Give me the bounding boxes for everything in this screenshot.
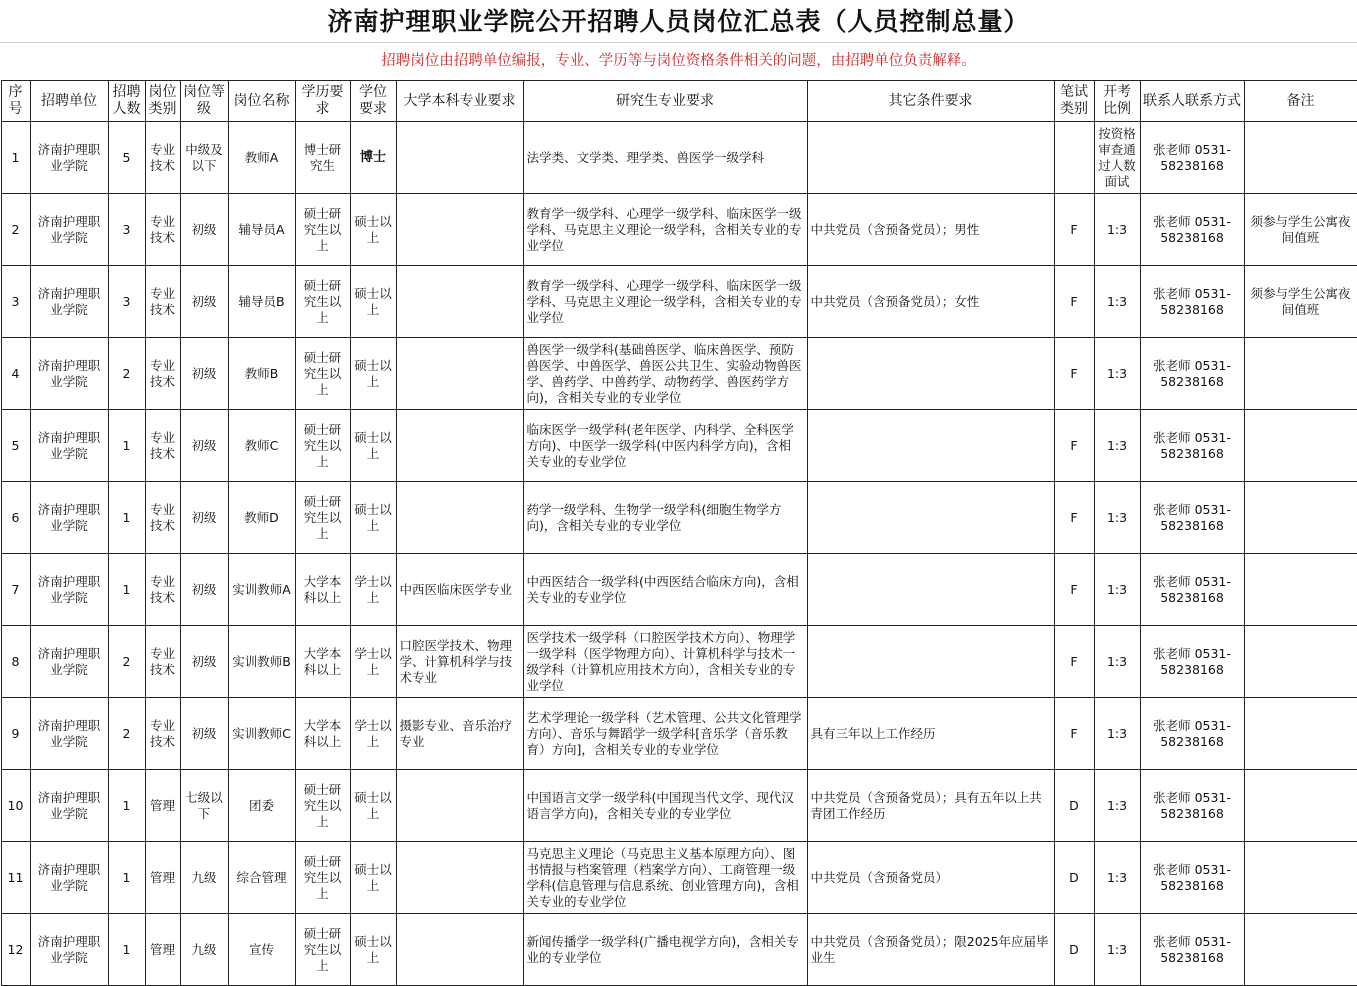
- cell-degree: 硕士以上: [350, 842, 396, 914]
- cell-grad: 艺术学理论一级学科（艺术管理、公共文化管理学方向）、音乐与舞蹈学一级学科[音乐学（音乐教育）方向]，含相关专业的专业学位: [523, 698, 807, 770]
- cell-degree: 学士以上: [350, 698, 396, 770]
- cell-remark: [1244, 410, 1357, 482]
- cell-other: [807, 626, 1054, 698]
- cell-undergrad: 口腔医学技术、物理学、计算机科学与技术专业: [396, 626, 523, 698]
- cell-count: 1: [108, 842, 145, 914]
- cell-degree: 硕士以上: [350, 914, 396, 986]
- cell-other: 中共党员（含预备党员）；女性: [807, 266, 1054, 338]
- cell-ratio: 1:3: [1094, 266, 1140, 338]
- cell-name: 辅导员A: [228, 194, 295, 266]
- cell-count: 3: [108, 194, 145, 266]
- table-header-row: [1, 81, 1357, 122]
- cell-ratio: 1:3: [1094, 698, 1140, 770]
- cell-seq: 1: [1, 122, 30, 194]
- cell-edu: 硕士研究生以上: [295, 338, 350, 410]
- col-header-undergrad: 大学本科专业要求: [396, 81, 523, 122]
- cell-edu: 大学本科以上: [295, 698, 350, 770]
- cell-level: 初级: [180, 698, 228, 770]
- cell-exam: F: [1054, 482, 1094, 554]
- cell-category: 专业技术: [145, 626, 180, 698]
- cell-other: [807, 410, 1054, 482]
- cell-ratio: 1:3: [1094, 410, 1140, 482]
- cell-other: [807, 122, 1054, 194]
- cell-edu: 大学本科以上: [295, 554, 350, 626]
- cell-level: 九级: [180, 914, 228, 986]
- cell-edu: 硕士研究生以上: [295, 482, 350, 554]
- cell-unit: 济南护理职业学院: [30, 338, 108, 410]
- cell-category: 管理: [145, 842, 180, 914]
- cell-undergrad: [396, 482, 523, 554]
- page-title: 济南护理职业学院公开招聘人员岗位汇总表（人员控制总量）: [0, 0, 1357, 42]
- cell-exam: D: [1054, 770, 1094, 842]
- table-row: [1, 626, 1357, 698]
- cell-other: 中共党员（含预备党员）；男性: [807, 194, 1054, 266]
- cell-remark: [1244, 698, 1357, 770]
- cell-undergrad: [396, 122, 523, 194]
- table-row: [1, 482, 1357, 554]
- cell-ratio: 1:3: [1094, 626, 1140, 698]
- cell-seq: 9: [1, 698, 30, 770]
- cell-category: 专业技术: [145, 482, 180, 554]
- cell-name: 教师B: [228, 338, 295, 410]
- cell-other: [807, 338, 1054, 410]
- cell-contact: 张老师 0531-58238168: [1140, 698, 1244, 770]
- cell-other: 中共党员（含预备党员）；限2025年应届毕业生: [807, 914, 1054, 986]
- cell-name: 实训教师B: [228, 626, 295, 698]
- cell-ratio: 1:3: [1094, 338, 1140, 410]
- cell-level: 初级: [180, 338, 228, 410]
- col-header-count: 招聘人数: [108, 81, 145, 122]
- cell-edu: 硕士研究生以上: [295, 266, 350, 338]
- cell-name: 教师A: [228, 122, 295, 194]
- table-body: [1, 122, 1357, 986]
- cell-undergrad: [396, 914, 523, 986]
- cell-level: 初级: [180, 554, 228, 626]
- cell-unit: 济南护理职业学院: [30, 266, 108, 338]
- cell-exam: D: [1054, 842, 1094, 914]
- cell-remark: [1244, 482, 1357, 554]
- cell-level: 初级: [180, 266, 228, 338]
- positions-table: [1, 80, 1357, 986]
- cell-unit: 济南护理职业学院: [30, 770, 108, 842]
- cell-edu: 硕士研究生以上: [295, 410, 350, 482]
- table-row: [1, 698, 1357, 770]
- cell-level: 七级以下: [180, 770, 228, 842]
- cell-edu: 硕士研究生以上: [295, 770, 350, 842]
- cell-count: 5: [108, 122, 145, 194]
- cell-remark: 须参与学生公寓夜间值班: [1244, 194, 1357, 266]
- cell-undergrad: [396, 770, 523, 842]
- cell-unit: 济南护理职业学院: [30, 698, 108, 770]
- cell-grad: 药学一级学科、生物学一级学科(细胞生物学方向)，含相关专业的专业学位: [523, 482, 807, 554]
- cell-undergrad: [396, 194, 523, 266]
- cell-grad: 马克思主义理论（马克思主义基本原理方向）、图书情报与档案管理（档案学方向）、工商管理一级学科(信息管理与信息系统、创业管理方向)，含相关专业的专业学位: [523, 842, 807, 914]
- cell-degree: 学士以上: [350, 626, 396, 698]
- cell-count: 2: [108, 698, 145, 770]
- cell-other: 中共党员（含预备党员）: [807, 842, 1054, 914]
- table-row: [1, 842, 1357, 914]
- cell-seq: 5: [1, 410, 30, 482]
- cell-undergrad: [396, 338, 523, 410]
- cell-remark: [1244, 338, 1357, 410]
- cell-remark: [1244, 914, 1357, 986]
- cell-name: 教师D: [228, 482, 295, 554]
- cell-count: 1: [108, 914, 145, 986]
- cell-name: 综合管理: [228, 842, 295, 914]
- cell-edu: 硕士研究生以上: [295, 842, 350, 914]
- cell-contact: 张老师 0531-58238168: [1140, 842, 1244, 914]
- cell-name: 实训教师A: [228, 554, 295, 626]
- cell-remark: [1244, 626, 1357, 698]
- cell-grad: 教育学一级学科、心理学一级学科、临床医学一级学科、马克思主义理论一级学科，含相关专业的专业学位: [523, 266, 807, 338]
- cell-count: 1: [108, 482, 145, 554]
- col-header-category: 岗位类别: [145, 81, 180, 122]
- cell-count: 2: [108, 626, 145, 698]
- cell-exam: F: [1054, 338, 1094, 410]
- cell-contact: 张老师 0531-58238168: [1140, 410, 1244, 482]
- cell-unit: 济南护理职业学院: [30, 194, 108, 266]
- cell-seq: 6: [1, 482, 30, 554]
- cell-grad: 医学技术一级学科（口腔医学技术方向）、物理学一级学科（医学物理方向）、计算机科学与技术一级学科（计算机应用技术方向），含相关专业的专业学位: [523, 626, 807, 698]
- cell-seq: 10: [1, 770, 30, 842]
- cell-degree: 硕士以上: [350, 266, 396, 338]
- cell-ratio: 1:3: [1094, 914, 1140, 986]
- cell-degree: 硕士以上: [350, 410, 396, 482]
- cell-category: 专业技术: [145, 266, 180, 338]
- cell-unit: 济南护理职业学院: [30, 410, 108, 482]
- cell-undergrad: [396, 842, 523, 914]
- cell-ratio: 1:3: [1094, 482, 1140, 554]
- cell-ratio: 1:3: [1094, 842, 1140, 914]
- cell-degree: 硕士以上: [350, 338, 396, 410]
- cell-unit: 济南护理职业学院: [30, 626, 108, 698]
- cell-exam: D: [1054, 914, 1094, 986]
- cell-contact: 张老师 0531-58238168: [1140, 626, 1244, 698]
- cell-level: 初级: [180, 482, 228, 554]
- col-header-seq: 序号: [1, 81, 30, 122]
- cell-degree: 硕士以上: [350, 770, 396, 842]
- cell-seq: 7: [1, 554, 30, 626]
- cell-grad: 兽医学一级学科(基础兽医学、临床兽医学、预防兽医学、中兽医学、兽医公共卫生、实验动物兽医学、兽药学、中兽药学、动物药学、兽医药学方向)，含相关专业的专业学位: [523, 338, 807, 410]
- cell-edu: 博士研究生: [295, 122, 350, 194]
- cell-edu: 硕士研究生以上: [295, 914, 350, 986]
- cell-degree: 学士以上: [350, 554, 396, 626]
- col-header-ratio: 开考比例: [1094, 81, 1140, 122]
- cell-contact: 张老师 0531-58238168: [1140, 338, 1244, 410]
- cell-exam: F: [1054, 410, 1094, 482]
- cell-contact: 张老师 0531-58238168: [1140, 266, 1244, 338]
- col-header-unit: 招聘单位: [30, 81, 108, 122]
- cell-grad: 教育学一级学科、心理学一级学科、临床医学一级学科、马克思主义理论一级学科，含相关专业的专业学位: [523, 194, 807, 266]
- col-header-edu: 学历要求: [295, 81, 350, 122]
- cell-grad: 临床医学一级学科(老年医学、内科学、全科医学方向)、中医学一级学科(中医内科学方向)，含相关专业的专业学位: [523, 410, 807, 482]
- table-row: [1, 914, 1357, 986]
- cell-unit: 济南护理职业学院: [30, 842, 108, 914]
- cell-exam: F: [1054, 698, 1094, 770]
- cell-remark: [1244, 842, 1357, 914]
- table-row: [1, 122, 1357, 194]
- cell-grad: 法学类、文学类、理学类、兽医学一级学科: [523, 122, 807, 194]
- cell-name: 团委: [228, 770, 295, 842]
- cell-degree: 硕士以上: [350, 482, 396, 554]
- cell-exam: F: [1054, 266, 1094, 338]
- table-row: [1, 410, 1357, 482]
- cell-level: 初级: [180, 194, 228, 266]
- cell-other: 具有三年以上工作经历: [807, 698, 1054, 770]
- cell-name: 教师C: [228, 410, 295, 482]
- cell-degree: 博士: [350, 122, 396, 194]
- cell-unit: 济南护理职业学院: [30, 122, 108, 194]
- cell-degree: 硕士以上: [350, 194, 396, 266]
- table-row: [1, 194, 1357, 266]
- cell-exam: [1054, 122, 1094, 194]
- table-row: [1, 554, 1357, 626]
- cell-edu: 硕士研究生以上: [295, 194, 350, 266]
- cell-contact: 张老师 0531-58238168: [1140, 482, 1244, 554]
- cell-category: 专业技术: [145, 554, 180, 626]
- cell-unit: 济南护理职业学院: [30, 914, 108, 986]
- cell-count: 3: [108, 266, 145, 338]
- cell-grad: 中国语言文学一级学科(中国现当代文学、现代汉语言学方向)，含相关专业的专业学位: [523, 770, 807, 842]
- cell-name: 宣传: [228, 914, 295, 986]
- cell-name: 实训教师C: [228, 698, 295, 770]
- cell-ratio: 1:3: [1094, 770, 1140, 842]
- cell-category: 管理: [145, 914, 180, 986]
- cell-seq: 4: [1, 338, 30, 410]
- cell-category: 专业技术: [145, 698, 180, 770]
- cell-level: 初级: [180, 410, 228, 482]
- cell-contact: 张老师 0531-58238168: [1140, 914, 1244, 986]
- cell-level: 初级: [180, 626, 228, 698]
- cell-contact: 张老师 0531-58238168: [1140, 554, 1244, 626]
- cell-ratio: 1:3: [1094, 194, 1140, 266]
- cell-category: 专业技术: [145, 194, 180, 266]
- cell-category: 管理: [145, 770, 180, 842]
- col-header-name: 岗位名称: [228, 81, 295, 122]
- col-header-degree: 学位要求: [350, 81, 396, 122]
- cell-other: [807, 482, 1054, 554]
- cell-category: 专业技术: [145, 338, 180, 410]
- col-header-contact: 联系人联系方式: [1140, 81, 1244, 122]
- col-header-grad: 研究生专业要求: [523, 81, 807, 122]
- col-header-other: 其它条件要求: [807, 81, 1054, 122]
- table-row: [1, 266, 1357, 338]
- cell-contact: 张老师 0531-58238168: [1140, 122, 1244, 194]
- cell-undergrad: 摄影专业、音乐治疗专业: [396, 698, 523, 770]
- cell-count: 1: [108, 770, 145, 842]
- cell-edu: 大学本科以上: [295, 626, 350, 698]
- cell-category: 专业技术: [145, 122, 180, 194]
- cell-seq: 8: [1, 626, 30, 698]
- cell-remark: [1244, 554, 1357, 626]
- cell-undergrad: [396, 266, 523, 338]
- cell-remark: [1244, 122, 1357, 194]
- cell-grad: 中西医结合一级学科(中西医结合临床方向)，含相关专业的专业学位: [523, 554, 807, 626]
- cell-contact: 张老师 0531-58238168: [1140, 194, 1244, 266]
- cell-undergrad: 中西医临床医学专业: [396, 554, 523, 626]
- cell-other: 中共党员（含预备党员）；具有五年以上共青团工作经历: [807, 770, 1054, 842]
- cell-other: [807, 554, 1054, 626]
- cell-ratio: 1:3: [1094, 554, 1140, 626]
- cell-seq: 2: [1, 194, 30, 266]
- cell-remark: [1244, 770, 1357, 842]
- cell-undergrad: [396, 410, 523, 482]
- cell-grad: 新闻传播学一级学科(广播电视学方向)，含相关专业的专业学位: [523, 914, 807, 986]
- cell-unit: 济南护理职业学院: [30, 482, 108, 554]
- cell-count: 2: [108, 338, 145, 410]
- col-header-exam: 笔试类别: [1054, 81, 1094, 122]
- cell-count: 1: [108, 410, 145, 482]
- cell-exam: F: [1054, 626, 1094, 698]
- cell-seq: 11: [1, 842, 30, 914]
- cell-seq: 3: [1, 266, 30, 338]
- cell-exam: F: [1054, 554, 1094, 626]
- table-row: [1, 770, 1357, 842]
- cell-name: 辅导员B: [228, 266, 295, 338]
- cell-exam: F: [1054, 194, 1094, 266]
- cell-contact: 张老师 0531-58238168: [1140, 770, 1244, 842]
- cell-seq: 12: [1, 914, 30, 986]
- cell-remark: 须参与学生公寓夜间值班: [1244, 266, 1357, 338]
- cell-ratio: 按资格审查通过人数面试: [1094, 122, 1140, 194]
- disclaimer-note: 招聘岗位由招聘单位编报，专业、学历等与岗位资格条件相关的问题，由招聘单位负责解释。: [0, 42, 1357, 80]
- col-header-remark: 备注: [1244, 81, 1357, 122]
- table-row: [1, 338, 1357, 410]
- cell-unit: 济南护理职业学院: [30, 554, 108, 626]
- cell-level: 中级及以下: [180, 122, 228, 194]
- cell-category: 专业技术: [145, 410, 180, 482]
- cell-count: 1: [108, 554, 145, 626]
- col-header-level: 岗位等级: [180, 81, 228, 122]
- cell-level: 九级: [180, 842, 228, 914]
